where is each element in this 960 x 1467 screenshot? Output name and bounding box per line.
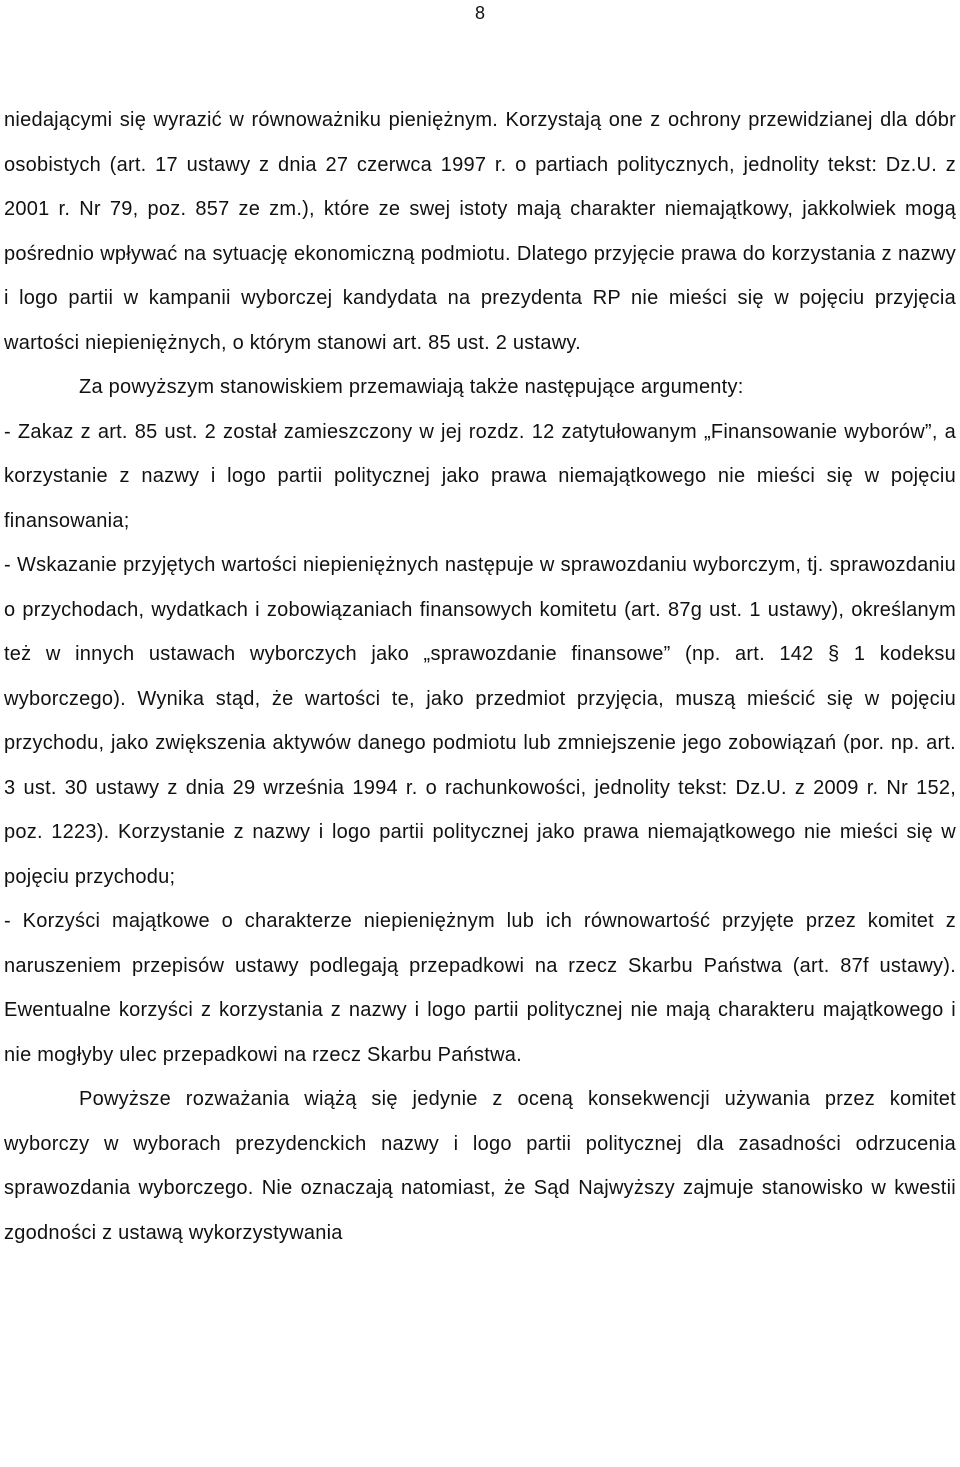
argument-list-item-2: - Wskazanie przyjętych wartości niepieniężnych następuje w sprawozdaniu wyborczym, tj. sprawozdaniu o przychodach, wydatkach i zobowiązaniach finansowych komitetu (art. 87g ust. 1 ustawy), określanym też w innych ustawach wyborczych jako „sprawozdanie finansowe” (np. art. 142 § 1 kodeksu wyborczego). Wynika stąd, że wartości te, jako przedmiot przyjęcia, muszą mieścić się w pojęciu przychodu, jako zwiększenia aktywów danego podmiotu lub zmniejszenie jego zobowiązań (por. np. art. 3 ust. 30 ustawy z dnia 29 września 1994 r. o rachunkowości, jednolity tekst: Dz.U. z 2009 r. Nr 152, poz. 1223). Korzystanie z nazwy i logo partii politycznej jako prawa niemajątkowego nie mieści się w pojęciu przychodu; [4,554,956,888]
argument-list-item-3: - Korzyści majątkowe o charakterze niepieniężnym lub ich równowartość przyjęte przez komitet z naruszeniem przepisów ustawy podlegają przepadkowi na rzecz Skarbu Państwa (art. 87f ustawy). Ewentualne korzyści z korzystania z nazwy i logo partii politycznej nie mają charakteru majątkowego i nie mogłyby ulec przepadkowi na rzecz Skarbu Państwa. [4,910,956,1066]
argument-list-item-1: - Zakaz z art. 85 ust. 2 został zamieszczony w jej rozdz. 12 zatytułowanym „Finansowanie wyborów”, a korzystanie z nazwy i logo partii politycznej jako prawa niemajątkowego nie mieści się w pojęciu finansowania; [4,420,956,532]
paragraph-arguments-heading: Za powyższym stanowiskiem przemawiają także następujące argumenty: [79,376,744,398]
paragraph-intro: niedającymi się wyrazić w równoważniku pieniężnym. Korzystają one z ochrony przewidzianej dla dóbr osobistych (art. 17 ustawy z dnia 27 czerwca 1997 r. o partiach politycznych, jednolity tekst: Dz.U. z 2001 r. Nr 79, poz. 857 ze zm.), które ze swej istoty mają charakter niemajątkowy, jakkolwiek mogą pośrednio wpływać na sytuację ekonomiczną podmiotu. Dlatego przyjęcie prawa do korzystania z nazwy i logo partii w kampanii wyborczej kandydata na prezydenta RP nie mieści się w pojęciu przyjęcia wartości niepieniężnych, o którym stanowi art. 85 ust. 2 ustawy. [4,109,956,354]
page-number: 8 [474,3,485,23]
paragraph-conclusion: Powyższe rozważania wiążą się jedynie z oceną konsekwencji używania przez komitet wyborczy w wyborach prezydenckich nazwy i logo partii politycznej dla zasadności odrzucenia sprawozdania wyborczego. Nie oznaczają natomiast, że Sąd Najwyższy zajmuje stanowisko w kwestii zgodności z ustawą wykorzystywania [4,1088,956,1244]
document-body [4,98,956,1255]
